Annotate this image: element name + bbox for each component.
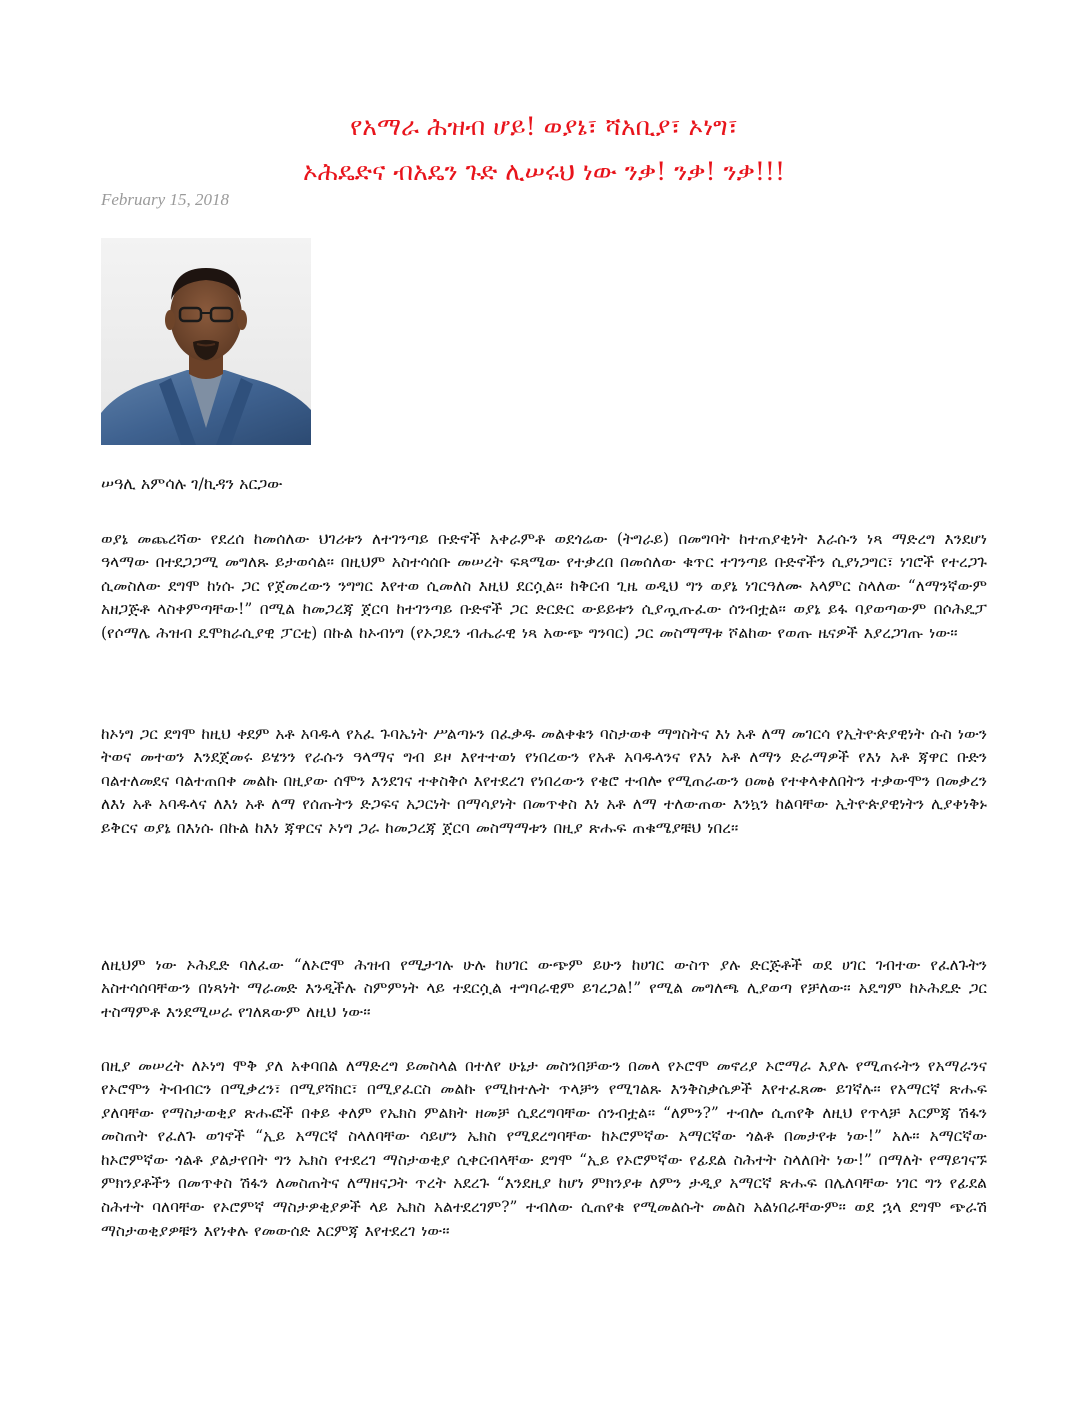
article-paragraph-1: ወያኔ መጨረሻው የደረሰ ከመሰለው ህገሪቱን ለተገንጣይ ቡድኖች አቀራምቶ ወደጎሬው (ትግራይ) በመግባት ከተጠያቂነት እራሱን ነጻ ማድረግ እንደሆነ ዓላማው በተደጋጋሚ መግለጹ ይታወሳል፡፡ በዚህም አስተሳሰቡ መሠረት ፍጻሜው የተቃረበ በመሰለው ቁጥር ተገንጣይ ቡድኖችን ሲያነጋግር፣ ነገሮች የተረጋጉ ሲመስለው ደግሞ ከነሱ ጋር የጀመረውን ንግግር እየተወ ሲመለስ እዚህ ደርሷል፡፡ ከቅርብ ጊዜ ወዲህ ግን ወያኔ ነገርዓለሙ አላምር ስላለው “ለማንኛውም አዘጋጅቶ ላስቀምጣቸው!” በሚል ከመጋረጃ ጀርባ ከተገንጣይ ቡድኖች ጋር ድርድር ውይይቱን ሲያጧጡፈው ሰንብቷል፡፡ ወያኔ ይፋ ባያወጣውም በሶሕዴፓ (የሶማሌ ሕዝብ ዴሞክራሲያዊ ፓርቲ) በኩል ከኦብነግ (የኦጋዴን ብሔራዊ ነጻ አውጭ ግንባር) ጋር መስማማቱ ሾልከው የወጡ ዜናዎች እያረጋገጡ ነው፡፡ bbox=[101, 529, 987, 642]
article-author: ሠዓሊ አምሳሉ ገ/ኪዳን አርጋው bbox=[101, 474, 283, 493]
article-paragraph-3: ለዚህም ነው ኦሕዴድ ባለፈው “ለኦሮሞ ሕዝብ የሚታገሉ ሁሉ ከሀገር ውጭም ይሁን ከሀገር ውስጥ ያሉ ድርጅቶች ወደ ሀገር ገብተው የፈለጉትን አስተሳሰባቸውን በነጻነት ማራመድ እንዲችሉ ስምምነት ላይ ተደርሷል ተግባራዊም ይገረጋል!” የሚል መግለጫ ሊያወጣ የቻለው፡፡ አዴግም ከኦሕዴድ ጋር ተስማምቶ እንደሚሠራ የገለጸውም ለዚህ ነው፡፡ bbox=[101, 955, 987, 1021]
article-date: February 15, 2018 bbox=[101, 190, 229, 209]
article-paragraph-2: ከኦነግ ጋር ደግሞ ከዚህ ቀደም አቶ አባዱላ የአፈ ጉባኤነት ሥልጣኑን በፈቃዱ መልቀቁን ባስታወቀ ማግስትና እነ አቶ ለማ መገርሳ የኢትዮጵያዊነት ሱስ ነውን ትወና መተወን እንደጀመሩ ይሄንን የራሱን ዓላማና ግብ ይዞ እየተተወነ የነበረውን የአቶ አባዱላንና የእነ አቶ ለማን ድራማዎች የእነ አቶ ጃዋር ቡድን ባልተለመደና ባልተጠበቀ መልኩ በዚያው ሰሞን እንደገና ተቀስቅሶ እየተደረገ የነበረውን የቄሮ ተብሎ የሚጠራውን ዐመፅ የተቀላቀለበትን ተቃውሞን በመቃረን ለእነ አቶ አባዱላና ለእነ አቶ ለማ የሰጡትን ድጋፍና አጋርነት በማሳያነት በመጥቀስ እነ አቶ ለማ ተለውጠው እንኳን ከልባቸው ኢትዮጵያዊነትን ሊያቀነቅኑ ይቅርና ወያኔ በእነሱ በኩል ከእነ ጃዋርና ኦነግ ጋራ ከመጋረጃ ጀርባ መስማማቱን በዚያ ጽሑፍ ጠቁሜያቹህ ነበረ፡፡ bbox=[101, 724, 987, 837]
article-title-line-2: ኦሕዴድና ብአዴን ጉድ ሊሠሩህ ነው ንቃ! ንቃ! ንቃ!!! bbox=[302, 157, 786, 186]
author-photo bbox=[101, 238, 311, 445]
article-paragraph-4: በዚያ መሠረት ለኦነግ ሞቅ ያለ አቀባበል ለማድረግ ይመስላል በተለየ ሁኔታ መስንበቻውን በመላ የኦሮሞ መኖሪያ ኦሮማራ እያሉ የሚጠሩትን የአማራንና የኦሮሞን ትብብርን በሚቃረን፣ በሚያሻክር፣ በሚያፈርስ መልኩ የሚከተሉት ጥላቻን የሚገልጹ እንቅስቃሴዎች እየተፈጸሙ ይገኛሉ፡፡ የአማርኛ ጽሑፍ ያለባቸው የማስታወቂያ ጽሑፎች በቀይ ቀለም የኤክስ ምልክት ዘመቻ ሲደረግባቸው ሰንብቷል፡፡ “ለምን?” ተብሎ ሲጠየቅ ለዚህ የጥላቻ እርምጃ ሽፋን መስጠት የፈለጉ ወገኖች “ኢይ አማርኛ ስላለባቸው ሳይሆን ኤክስ የሚደረግባቸው ከኦሮምኛው አማርኛው ጎልቶ በመታየቱ ነው!” አሉ፡፡ አማርኛው ከኦሮምኛው ጎልቶ ያልታየበት ግን ኤክስ የተደረገ ማስታወቂያ ሲቀርብላቸው ደግሞ “ኢይ የኦሮምኛው የፊደል ስሕተት ስላለበት ነው!” በማለት የማይገናኙ ምክንያቶችን በመጥቀስ ሽፋን ለመስጠትና ለማዘናጋት ጥረት አደረጉ “እንደዚያ ከሆነ ምክንያቱ ለምን ታዲያ አማርኛ ጽሑፍ በሌለባቸው ነገር ግን የፊደል ስሕተት ባለባቸው የኦሮምኛ ማስታዎቂያዎች ላይ ኤክስ አልተደረገም?” ተብለው ሲጠየቁ የሚመልሱት መልስ አልነበራቸውም፡፡ ወደ ኋላ ደግሞ ጭራሽ ማስታወቂያዎቹን እየነቀሉ የመውሰድ እርምጃ እየተደረገ ነው፡፡ bbox=[101, 1056, 987, 1240]
article-title-line-1: የአማራ ሕዝብ ሆይ! ወያኔ፣ ሻአቢያ፣ ኦነግ፣ bbox=[350, 112, 738, 141]
